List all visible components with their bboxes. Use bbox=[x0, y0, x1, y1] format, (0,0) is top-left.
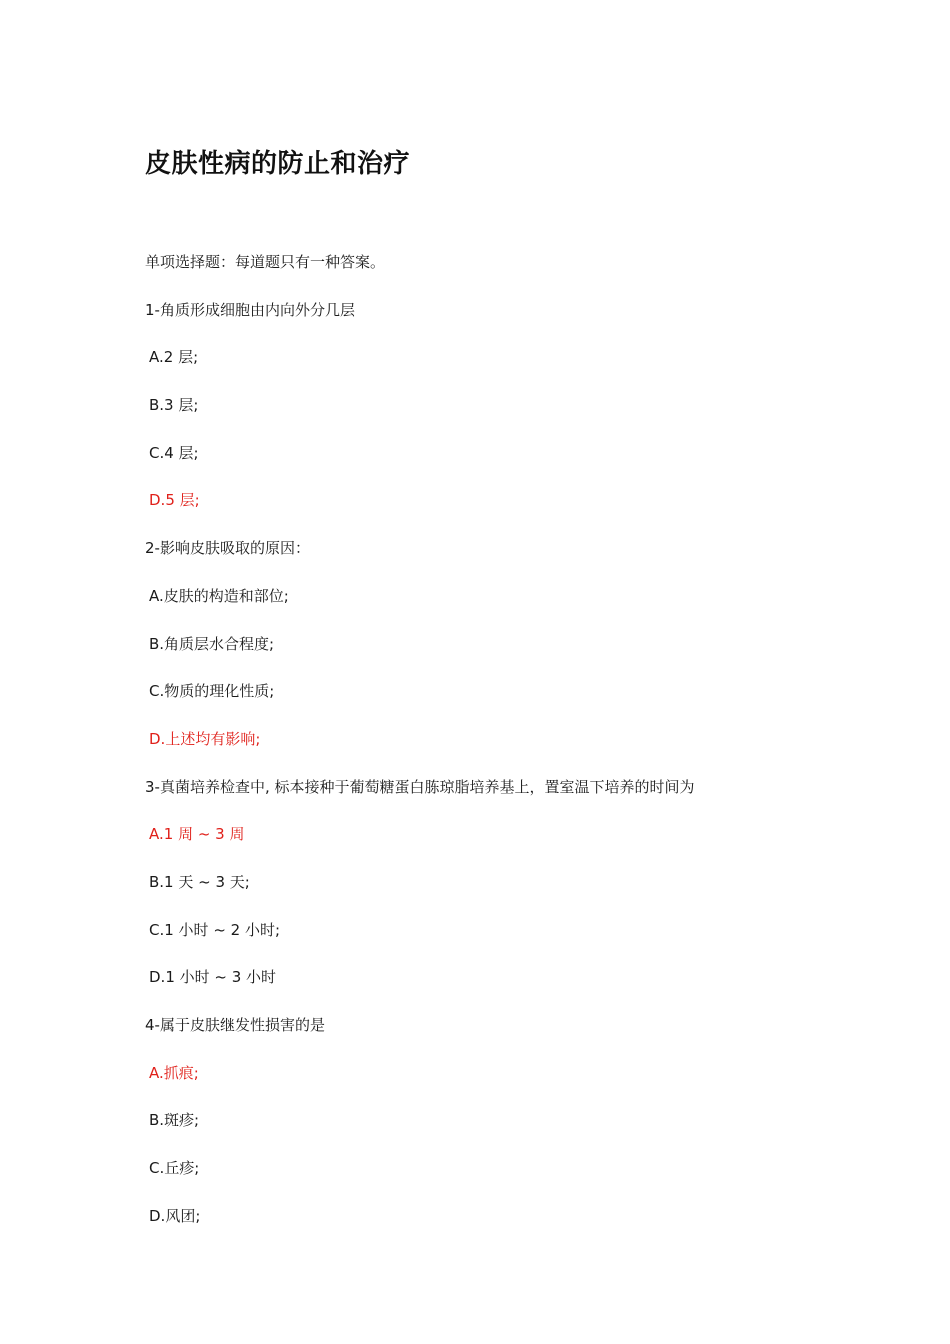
question-3-option-a-correct: A.1 周 ~ 3 周 bbox=[149, 825, 245, 844]
question-4-option-b: B.斑疹; bbox=[149, 1111, 200, 1130]
question-1-option-b: B.3 层; bbox=[149, 396, 199, 415]
question-2-option-b: B.角质层水合程度; bbox=[149, 634, 275, 653]
question-3-option-d: D.1 小时 ~ 3 小时 bbox=[149, 968, 277, 987]
question-4-option-d: D.风团; bbox=[149, 1206, 201, 1225]
question-3-option-b: B.1 天 ~ 3 天; bbox=[149, 872, 250, 891]
document-title: 皮肤性病的防止和治疗 bbox=[145, 149, 411, 179]
question-1-text: 1-角质形成细胞由内向外分几层 bbox=[145, 300, 355, 319]
question-2-text: 2-影响皮肤吸取的原因： bbox=[145, 539, 310, 558]
question-2-option-c: C.物质的理化性质; bbox=[149, 682, 275, 701]
question-1-option-a: A.2 层; bbox=[149, 348, 199, 367]
question-3-option-c: C.1 小时 ~ 2 小时; bbox=[149, 920, 281, 939]
instructions: 单项选择题：每道题只有一种答案。 bbox=[145, 253, 386, 271]
question-3-text: 3-真菌培养检查中, 标本接种于葡萄糖蛋白胨琼脂培养基上，置室温下培养的时间为 bbox=[145, 777, 695, 796]
question-1-option-d-correct: D.5 层; bbox=[149, 491, 200, 510]
question-2-option-d-correct: D.上述均有影响; bbox=[149, 729, 261, 748]
question-2-option-a: A.皮肤的构造和部位; bbox=[149, 586, 289, 605]
question-1-option-c: C.4 层; bbox=[149, 443, 199, 462]
question-4-option-a-correct: A.抓痕; bbox=[149, 1063, 199, 1082]
question-4-option-c: C.丘疹; bbox=[149, 1159, 200, 1178]
question-4-text: 4-属于皮肤继发性损害的是 bbox=[145, 1016, 325, 1034]
document-content bbox=[145, 250, 865, 1251]
